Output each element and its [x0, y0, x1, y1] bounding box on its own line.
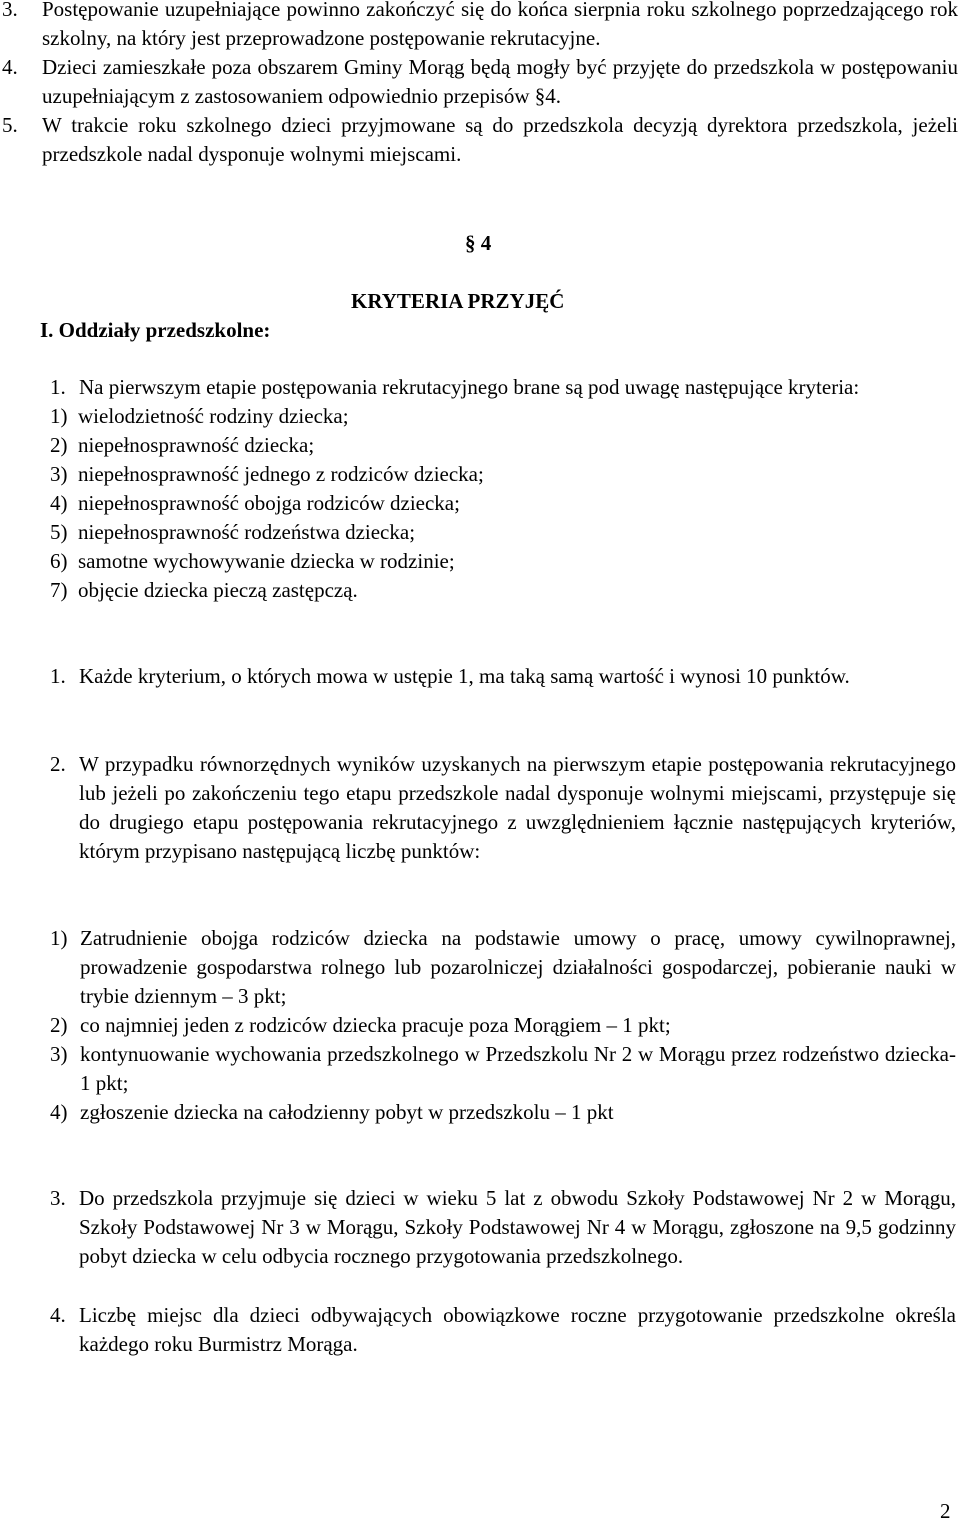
list-item: 1) Zatrudnienie obojga rodziców dziecka na podstawie umowy o pracę, umowy cywilnoprawnej, prowadzenie gospodarstwa rolnego lub pozarolniczej działalności gospodarczej, pobieranie nauki w trybie dziennym – 3 pkt;	[50, 926, 956, 1008]
criteria-intro-text: Na pierwszym etapie postępowania rekrutacyjnego brane są pod uwagę następujące kryteria:	[79, 375, 860, 399]
list-item: 1) wielodzietność rodziny dziecka;	[50, 404, 349, 428]
rule-4: 4. Liczbę miejsc dla dzieci odbywających obowiązkowe roczne przygotowanie przedszkolne określa każdego roku Burmistrz Morąga.	[50, 1303, 956, 1356]
item-text: Postępowanie uzupełniające powinno zakończyć się do końca sierpnia roku szkolnego poprzedzającego rok szkolny, na który jest przeprowadzone postępowanie rekrutacyjne.	[42, 0, 958, 50]
list-item: 2) niepełnosprawność dziecka;	[50, 433, 315, 457]
section-subheading: I. Oddziały przedszkolne:	[40, 318, 271, 342]
list-item: 6) samotne wychowywanie dziecka w rodzinie;	[50, 549, 455, 573]
page-number: 2	[940, 1499, 951, 1523]
points-list	[48, 924, 956, 1127]
list-item: 2) co najmniej jeden z rodziców dziecka pracuje poza Morągiem – 1 pkt;	[50, 1013, 671, 1037]
item-text: W trakcie roku szkolnego dzieci przyjmowane są do przedszkola decyzją dyrektora przedszkola, jeżeli przedszkole nadal dysponuje wolnymi miejscami.	[42, 113, 958, 166]
item-text: Dzieci zamieszkałe poza obszarem Gminy Morąg będą mogły być przyjęte do przedszkola w postępowaniu uzupełniającym z zastosowaniem odpowiednio przepisów §4.	[42, 55, 958, 108]
item-number: 4.	[2, 55, 18, 79]
list-item: 3) niepełnosprawność jednego z rodziców dziecka;	[50, 462, 484, 486]
criteria-intro	[50, 373, 956, 402]
intro-item	[0, 111, 958, 169]
list-item: 7) objęcie dziecka pieczą zastępczą.	[50, 578, 358, 602]
criteria-number: 1.	[50, 375, 66, 399]
rule-1: 1. Każde kryterium, o których mowa w ustępie 1, ma taką samą wartość i wynosi 10 punktów.	[50, 664, 850, 688]
criteria-list	[50, 402, 956, 605]
intro-list	[0, 0, 958, 169]
intro-item	[0, 0, 958, 53]
list-item: 4) niepełnosprawność obojga rodziców dziecka;	[50, 491, 460, 515]
list-item: 4) zgłoszenie dziecka na całodzienny pobyt w przedszkolu – 1 pkt	[50, 1100, 614, 1124]
item-number: 5.	[2, 113, 18, 137]
intro-item	[0, 53, 958, 111]
rule-2: 2. W przypadku równorzędnych wyników uzyskanych na pierwszym etapie postępowania rekrutacyjnego lub jeżeli po zakończeniu tego etapu przedszkole nadal dysponuje wolnymi miejscami, przystępuje się do drugiego etapu postępowania rekrutacyjnego z uwzględnieniem łącznie następujących kryteriów, którym przypisano następującą liczbę punktów:	[50, 752, 956, 863]
list-item: 3) kontynuowanie wychowania przedszkolnego w Przedszkolu Nr 2 w Morągu przez rodzeństwo dziecka- 1 pkt;	[50, 1042, 956, 1095]
rule-3: 3. Do przedszkola przyjmuje się dzieci w wieku 5 lat z obwodu Szkoły Podstawowej Nr 2 w Morągu, Szkoły Podstawowej Nr 3 w Morągu, Szkoły Podstawowej Nr 4 w Morągu, zgłoszone na 9,5 godzinny pobyt dziecka w celu odbycia rocznego przygotowania przedszkolnego.	[50, 1186, 956, 1268]
section-heading: KRYTERIA PRZYJĘĆ	[351, 289, 565, 313]
item-number: 3.	[2, 0, 18, 21]
list-item: 5) niepełnosprawność rodzeństwa dziecka;	[50, 520, 416, 544]
paragraph-sign: § 4	[465, 231, 492, 255]
criteria-block	[50, 373, 956, 605]
